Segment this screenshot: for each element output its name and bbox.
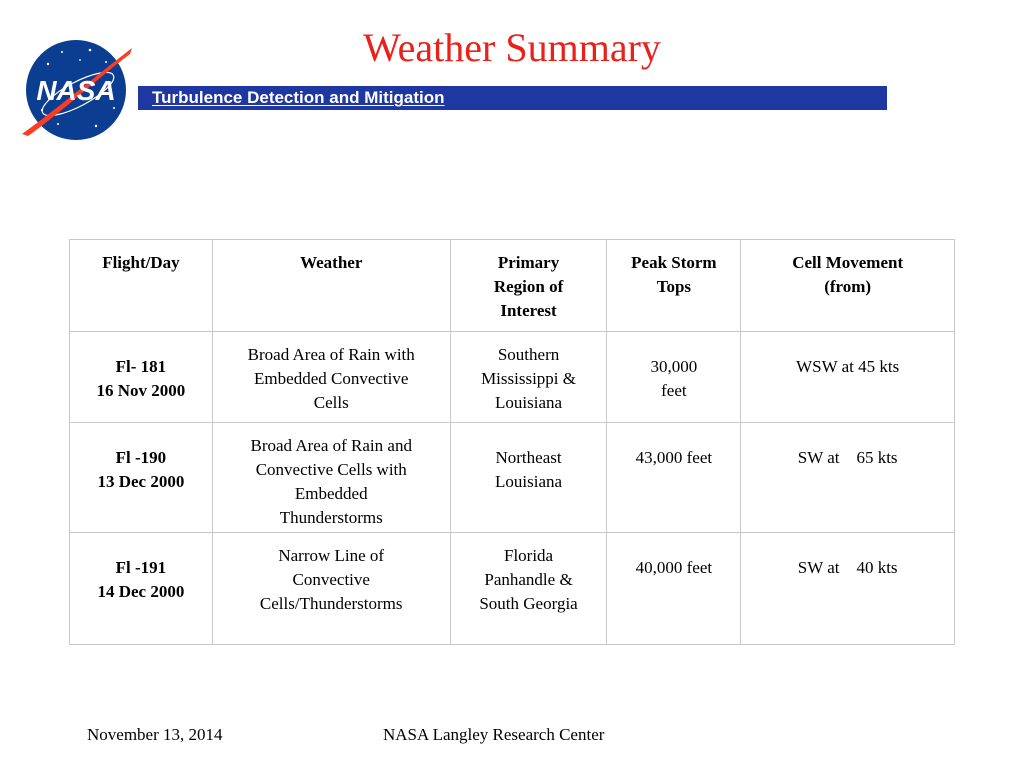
cell-text: WSW at 45 kts [796, 357, 900, 376]
page-title: Weather Summary [363, 25, 661, 70]
table-header-row [70, 240, 955, 332]
cell-text: Narrow Line of [278, 546, 385, 565]
cell-text: 30,000 [650, 357, 698, 376]
table-row [70, 332, 955, 423]
cell-weather [212, 332, 450, 423]
cell-flight-day [70, 533, 213, 645]
cell-text: Florida [503, 546, 554, 565]
logo-wordmark: NASA [36, 75, 116, 106]
cell-text: Embedded [294, 484, 368, 503]
cell-text: SW at 40 kts [797, 558, 898, 577]
cell-peak-storm-tops [607, 332, 741, 423]
cell-peak-storm-tops [607, 423, 741, 533]
header-peak-storm-tops [607, 240, 741, 332]
footer-date: November 13, 2014 [87, 725, 223, 744]
cell-text: SW at 65 kts [797, 448, 898, 467]
header-flight-day [70, 240, 213, 332]
cell-text: Louisiana [495, 393, 563, 412]
subtitle-banner [138, 86, 887, 110]
cell-text: Cells [313, 393, 349, 412]
cell-text: Convective Cells with [255, 460, 407, 479]
header-text: Interest [500, 301, 557, 320]
cell-text: Fl -191 [115, 558, 167, 577]
cell-region [450, 332, 607, 423]
cell-movement [741, 423, 955, 533]
cell-text: Panhandle & [484, 570, 573, 589]
cell-text: Fl- 181 [115, 357, 167, 376]
cell-region [450, 533, 607, 645]
cell-text: Fl -190 [115, 448, 167, 467]
table-row [70, 533, 955, 645]
footer-center-name: NASA Langley Research Center [383, 725, 605, 744]
header-text: Cell Movement [792, 253, 904, 272]
header-text: Flight/Day [102, 253, 180, 272]
subtitle-text: Turbulence Detection and Mitigation [152, 88, 445, 107]
header-text: Tops [656, 277, 692, 296]
cell-movement [741, 332, 955, 423]
cell-text: Embedded Convective [254, 369, 409, 388]
cell-text: 13 Dec 2000 [97, 472, 185, 491]
cell-weather [212, 423, 450, 533]
table-row [70, 423, 955, 533]
cell-region [450, 423, 607, 533]
cell-text: Southern [497, 345, 560, 364]
header-region [450, 240, 607, 332]
cell-flight-day [70, 332, 213, 423]
cell-text: Louisiana [495, 472, 563, 491]
cell-text: 43,000 feet [635, 448, 713, 467]
cell-text: 14 Dec 2000 [97, 582, 185, 601]
cell-weather [212, 533, 450, 645]
cell-text: South Georgia [479, 594, 578, 613]
header-weather [212, 240, 450, 332]
cell-text: Broad Area of Rain with [247, 345, 415, 364]
cell-text: Cells/Thunderstorms [259, 594, 403, 613]
header-text: Peak Storm [631, 253, 717, 272]
cell-text: Mississippi & [481, 369, 577, 388]
cell-text: Northeast [495, 448, 562, 467]
header-text: (from) [824, 277, 872, 296]
cell-peak-storm-tops [607, 533, 741, 645]
cell-text: Thunderstorms [279, 508, 383, 527]
cell-text: feet [661, 381, 687, 400]
cell-text: 16 Nov 2000 [96, 381, 186, 400]
cell-flight-day [70, 423, 213, 533]
cell-text: Convective [292, 570, 370, 589]
cell-movement [741, 533, 955, 645]
header-text: Primary [497, 253, 560, 272]
header-cell-movement [741, 240, 955, 332]
cell-text: Broad Area of Rain and [250, 436, 412, 455]
header-text: Weather [300, 253, 363, 272]
cell-text: 40,000 feet [635, 558, 713, 577]
weather-summary-table [69, 239, 955, 645]
header-text: Region of [493, 277, 564, 296]
